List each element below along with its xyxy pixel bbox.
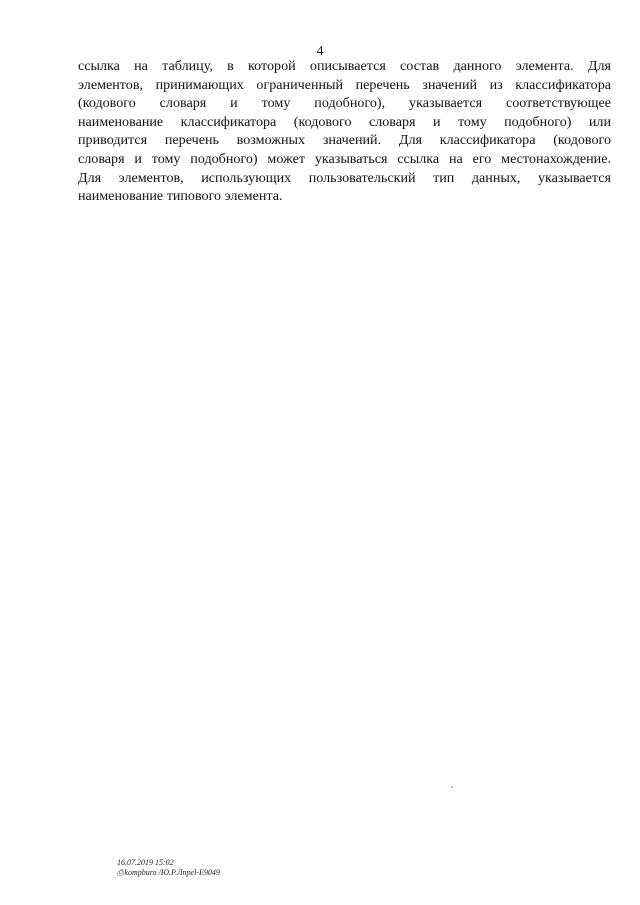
text-line: ссылка на таблицу, в которой описывается состав данного элемента. Для (78, 58, 611, 74)
footer-source: kompburo /Ю.Р.Лпрel-E9049 (124, 868, 220, 877)
scan-speck (451, 786, 453, 788)
text-line: наименование классификатора (кодового словаря и тому подобного) или (78, 113, 611, 130)
text-line: приводится перечень возможных значений. Для классификатора (кодового (78, 132, 611, 149)
print-footer (117, 858, 220, 878)
text-line: наименование типового элемента. (78, 188, 283, 205)
body-paragraph (78, 57, 611, 206)
page-number: 4 (316, 44, 324, 59)
footer-source-line (117, 868, 220, 878)
text-line: словаря и тому подобного) может указываться ссылка на его местонахождение. (78, 150, 611, 167)
printer-icon: ⎙ (117, 868, 124, 877)
text-line: элементов, принимающих ограниченный перечень значений из классификатора (78, 76, 611, 93)
footer-timestamp: 16.07.2019 15:02 (117, 858, 174, 867)
text-line: Для элементов, использующих пользовательский тип данных, указывается (78, 169, 611, 186)
text-line: (кодового словаря и тому подобного), указывается соответствующее (78, 95, 611, 112)
